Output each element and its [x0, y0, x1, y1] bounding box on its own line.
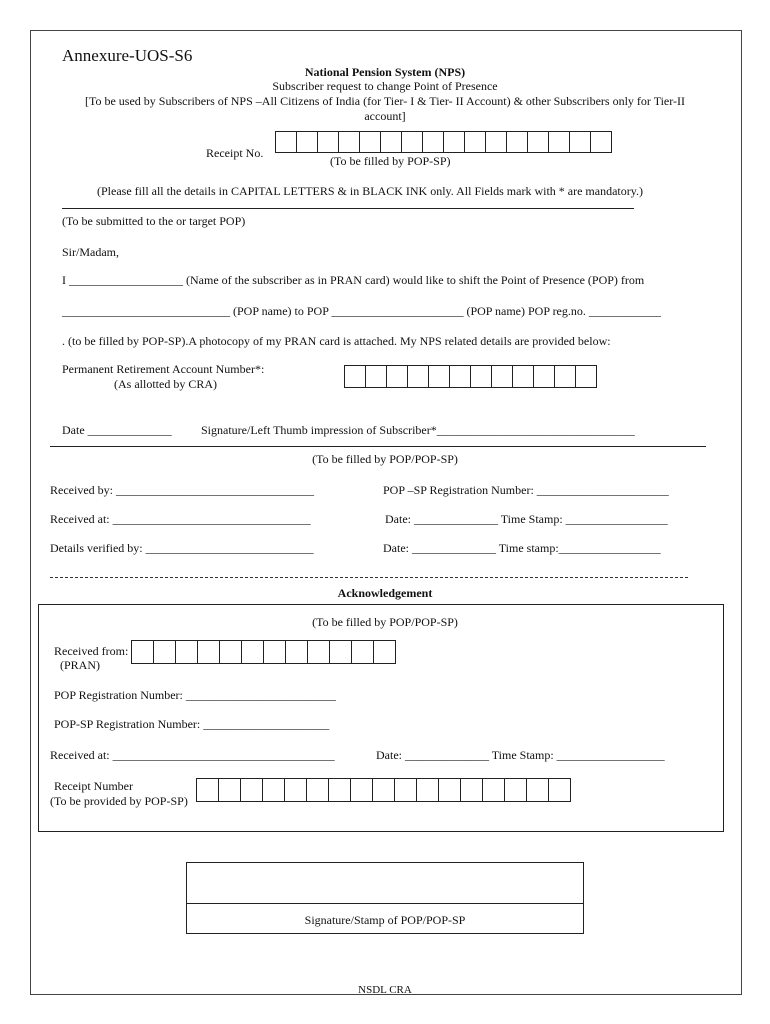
pran-sublabel: (As allotted by CRA): [114, 377, 217, 391]
acknowledgement-title: Acknowledgement: [337, 586, 433, 600]
pop-section-heading: (To be filled by POP/POP-SP): [312, 452, 458, 466]
ack-received-at-field[interactable]: Received at: _____________________________________: [50, 748, 335, 762]
signature-field[interactable]: Signature/Left Thumb impression of Subscriber*_________________________________: [201, 423, 635, 437]
date-time-stamp-field-2[interactable]: Date: ______________ Time stamp:_________________: [383, 541, 661, 555]
received-at-field[interactable]: Received at: _________________________________: [50, 512, 311, 526]
letter-line-2: ____________________________ (POP name) to POP ______________________ (POP name) POP reg.no. ____________: [62, 304, 661, 318]
form-subtitle: Subscriber request to change Point of Presence: [272, 79, 498, 93]
scope-line-2: account]: [364, 109, 406, 123]
ack-heading: (To be filled by POP/POP-SP): [312, 615, 458, 629]
stamp-box-divider: [187, 903, 583, 904]
divider: [50, 446, 706, 447]
date-time-stamp-field[interactable]: Date: ______________ Time Stamp: _________________: [385, 512, 668, 526]
received-from-label: Received from:: [54, 644, 129, 658]
cut-line: [50, 577, 688, 578]
receipt-number-boxes[interactable]: [275, 131, 611, 153]
scope-line-1: [To be used by Subscribers of NPS –All Citizens of India (for Tier- I & Tier- II Account) & other Subscribers only for Tier-II: [84, 94, 686, 108]
annexure-label: Annexure-UOS-S6: [62, 46, 193, 65]
receipt-note: (To be filled by POP-SP): [330, 154, 451, 168]
ack-pop-registration-field[interactable]: POP Registration Number: _________________________: [54, 688, 336, 702]
details-verified-field[interactable]: Details verified by: ____________________________: [50, 541, 314, 555]
ack-pran-boxes[interactable]: [131, 640, 395, 664]
salutation: Sir/Madam,: [62, 245, 119, 259]
divider: [62, 208, 634, 209]
instructions: (Please fill all the details in CAPITAL LETTERS & in BLACK INK only. All Fields mark with * are mandatory.): [97, 184, 643, 198]
date-field[interactable]: Date ______________: [62, 423, 172, 437]
ack-receipt-note: (To be provided by POP-SP): [50, 794, 188, 808]
ack-date-time-stamp-field[interactable]: Date: ______________ Time Stamp: __________________: [376, 748, 665, 762]
ack-pran-label: (PRAN): [60, 658, 101, 672]
receipt-label: Receipt No.: [206, 146, 264, 160]
letter-line-3: . (to be filled by POP-SP).A photocopy of my PRAN card is attached. My NPS related details are provided below:: [62, 334, 611, 348]
pran-label: Permanent Retirement Account Number*:: [62, 362, 265, 376]
ack-receipt-number-label: Receipt Number: [54, 779, 133, 793]
pop-sp-registration-field[interactable]: POP –SP Registration Number: ______________________: [383, 483, 669, 497]
ack-pop-sp-registration-field[interactable]: POP-SP Registration Number: _____________________: [54, 717, 330, 731]
stamp-box-label: Signature/Stamp of POP/POP-SP: [304, 913, 466, 927]
pran-boxes[interactable]: [344, 365, 596, 388]
received-by-field[interactable]: Received by: _________________________________: [50, 483, 314, 497]
letter-line-1: I ___________________ (Name of the subscriber as in PRAN card) would like to shift the Point of Presence (POP) from: [62, 273, 645, 287]
ack-receipt-number-boxes[interactable]: [196, 778, 570, 802]
submit-to-note: (To be submitted to the or target POP): [62, 214, 246, 228]
form-title: National Pension System (NPS): [304, 65, 466, 79]
footer-label: NSDL CRA: [358, 984, 412, 996]
